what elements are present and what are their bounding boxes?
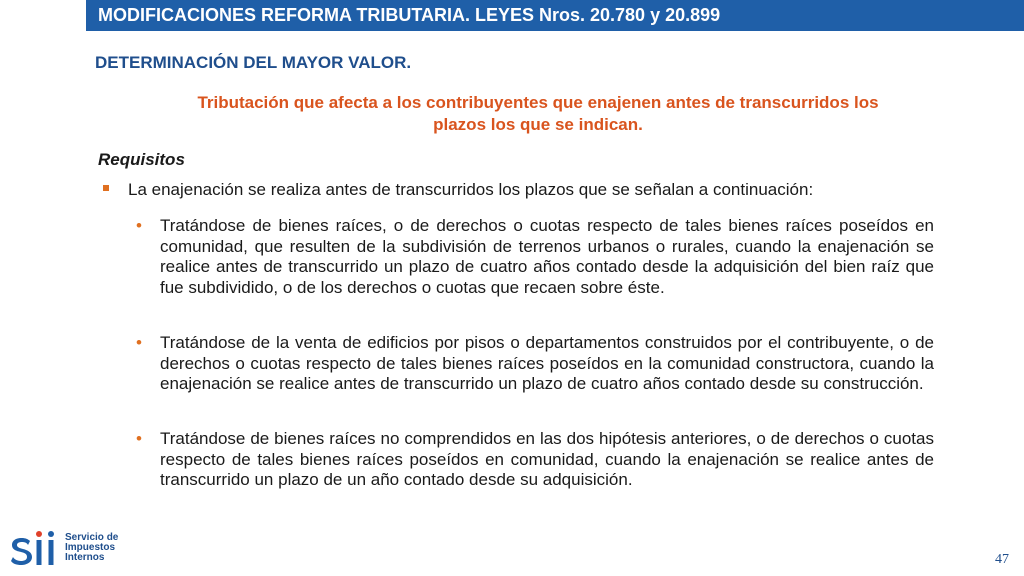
slide-title: MODIFICACIONES REFORMA TRIBUTARIA. LEYES Nros. 20.780 y 20.899 bbox=[98, 5, 721, 25]
logo-line-1: Servicio de bbox=[65, 532, 119, 543]
intro-text: Tributación que afecta a los contribuyentes que enajenen antes de transcurridos los plazos los que se indican. bbox=[197, 93, 879, 134]
main-bullet-text: La enajenación se realiza antes de transcurridos los plazos que se señalan a continuación: bbox=[128, 180, 814, 199]
bullet-dot-icon: • bbox=[136, 216, 142, 235]
requirement-item-2: Tratándose de la venta de edificios por pisos o departamentos construidos por el contribuyente, o de derechos o cuotas respecto de tales bienes raíces poseídos en la comunidad constructora, cuando la enajenación se realice antes de transcurrido un plazo de cuatro años contado desde su construcción. bbox=[160, 333, 934, 393]
square-bullet-icon bbox=[103, 185, 109, 191]
logo-line-3: Internos bbox=[65, 552, 105, 563]
logo-line-2: Impuestos bbox=[65, 542, 116, 553]
sii-logo-icon bbox=[8, 528, 60, 570]
requirement-item-1: Tratándose de bienes raíces, o de derechos o cuotas respecto de tales bienes raíces poseídos en comunidad, que resulten de la subdivisión de terrenos urbanos o rurales, cuando la enajenación se realice antes de transcurrido un plazo de cuatro años contado desde la adquisición del bien raíz que fue subdividido, o de los derechos o cuotas que recaen sobre éste. bbox=[160, 216, 934, 297]
page-number: 47 bbox=[995, 552, 1009, 567]
requirement-item-3: Tratándose de bienes raíces no comprendidos en las dos hipótesis anteriores, o de derechos o cuotas respecto de tales bienes raíces poseídos en comunidad, cuando la enajenación se realice antes de transcurrido un plazo de un año contado desde su adquisición. bbox=[160, 429, 934, 489]
bullet-dot-icon: • bbox=[136, 333, 142, 352]
section-subtitle: DETERMINACIÓN DEL MAYOR VALOR. bbox=[95, 53, 412, 72]
requirements-heading: Requisitos bbox=[98, 150, 185, 169]
bullet-dot-icon: • bbox=[136, 429, 142, 448]
logo-text bbox=[65, 533, 118, 563]
